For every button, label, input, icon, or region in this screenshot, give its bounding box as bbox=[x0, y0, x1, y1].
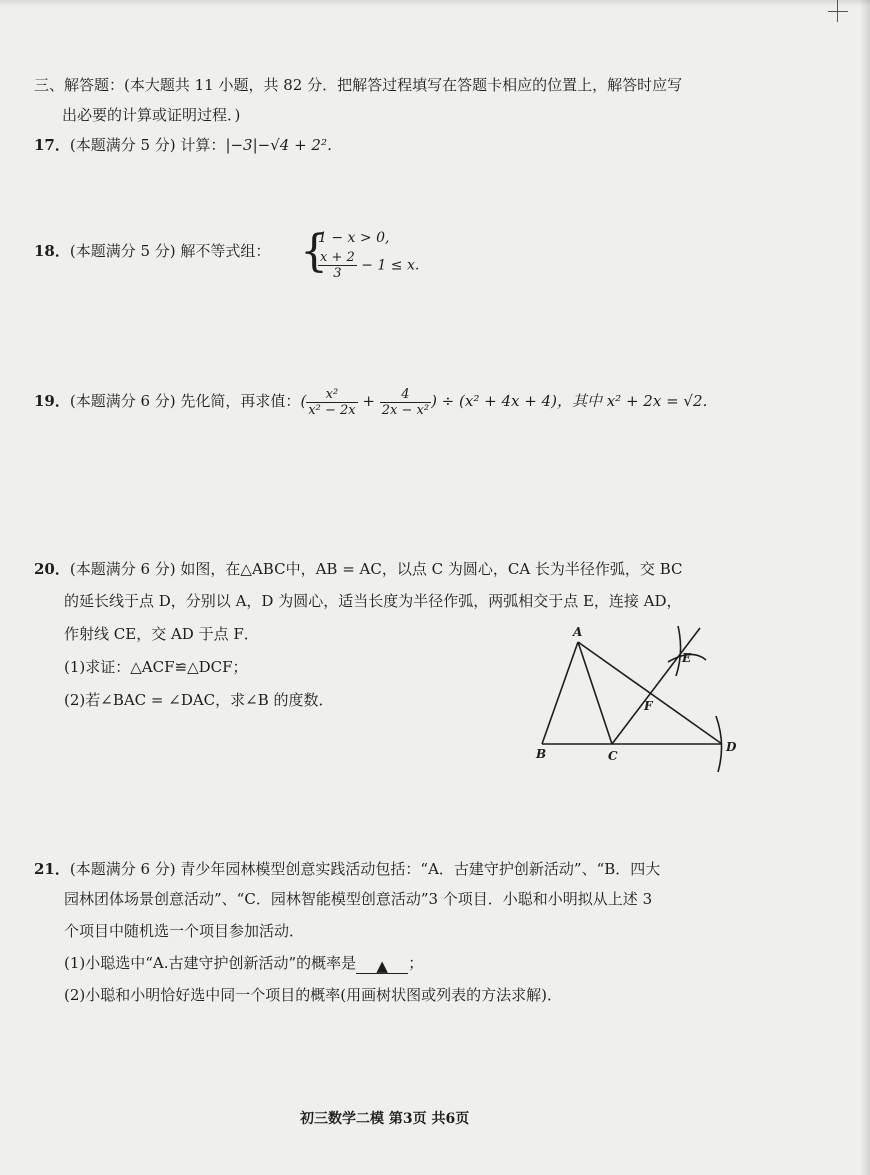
inequality-row-1: 1 − x > 0, bbox=[318, 230, 390, 246]
inequality-row-2: $\frac{x + 2}{3}$ − 1 ≤ x. bbox=[320, 250, 420, 281]
page-footer: 初三数学二模 第3页 共6页 bbox=[300, 1111, 470, 1127]
question-21-line2: 园林团体场景创意活动”、“C．园林智能模型创意活动”3 个项目．小聪和小明拟从上述 3 bbox=[64, 890, 653, 908]
question-20-part2: (2)若∠BAC = ∠DAC，求∠B 的度数． bbox=[64, 691, 334, 709]
question-21-line3: 个项目中随机选一个项目参加活动． bbox=[64, 922, 305, 940]
question-21-part2: (2)小聪和小明恰好选中同一个项目的概率(用画树状图或列表的方法求解)． bbox=[64, 986, 562, 1004]
segment-ab bbox=[542, 642, 578, 744]
label-d: D bbox=[726, 740, 737, 754]
question-19: 19．(本题满分 6 分) 先化简，再求值：( $\frac{\text{x²}}{\text{x² − 2x}}$ + $\frac{4}{\text{2x − x²}}$ ) ÷ (x² + 4x + 4)，其中 x² + 2x = √2． bbox=[34, 386, 718, 418]
inequality-system bbox=[300, 228, 420, 280]
section-title-line2: 出必要的计算或证明过程．) bbox=[62, 106, 241, 124]
label-a: A bbox=[573, 625, 583, 639]
math-expression: |−3|−√4 + 2²． bbox=[225, 136, 342, 154]
sheet-edge bbox=[0, 0, 870, 6]
label-f: F bbox=[644, 699, 653, 713]
label-c: C bbox=[608, 749, 618, 763]
question-21-line1: 21．(本题满分 6 分) 青少年园林模型创意实践活动包括：“A．古建守护创新活动”、“B．四大 bbox=[34, 860, 661, 878]
question-20-line3: 作射线 CE，交 AD 于点 F． bbox=[64, 625, 259, 643]
arc-e2 bbox=[676, 626, 681, 676]
question-18 bbox=[34, 240, 270, 262]
question-text: (本题满分 6 分) 先化简，再求值： bbox=[69, 392, 301, 410]
question-text: (本题满分 5 分) 计算： bbox=[69, 136, 226, 154]
crop-mark-icon bbox=[828, 0, 848, 22]
geometry-figure bbox=[520, 620, 750, 780]
fraction-2: $\frac{4}{\text{2x − x²}}$ bbox=[381, 386, 430, 418]
question-20-line2: 的延长线于点 D，分别以 A，D 为圆心，适当长度为半径作弧，两弧相交于点 E，连接 AD， bbox=[64, 592, 682, 610]
question-number: 18． bbox=[34, 242, 70, 260]
question-20-line1: 20．(本题满分 6 分) 如图，在△ABC中，AB = AC，以点 C 为圆心，CA 长为半径作弧，交 BC bbox=[34, 560, 683, 578]
math-expression: ) ÷ (x² + 4x + 4)，其中 x² + 2x = √2． bbox=[431, 392, 718, 410]
question-number: 21． bbox=[34, 860, 70, 878]
label-b: B bbox=[536, 747, 547, 761]
page-shadow bbox=[860, 0, 870, 1175]
fraction-1: $\frac{\text{x²}}{\text{x² − 2x}}$ bbox=[308, 386, 356, 418]
label-e: E bbox=[682, 651, 692, 665]
question-number: 17． bbox=[34, 136, 70, 154]
question-20-part1: (1)求证：△ACF≌△DCF； bbox=[64, 658, 248, 676]
question-number: 20． bbox=[34, 560, 70, 578]
ray-ce bbox=[612, 628, 700, 744]
answer-blank: ▲ bbox=[356, 955, 408, 974]
brace-icon: { bbox=[300, 226, 328, 277]
fraction: $\frac{x + 2}{3}$ bbox=[320, 250, 355, 281]
question-text: (本题满分 5 分) 解不等式组： bbox=[69, 242, 271, 260]
question-21-part1: (1)小聪选中“A.古建守护创新活动”的概率是 ▲ ； bbox=[64, 954, 424, 975]
section-title-line1: 三、解答题：(本大题共 11 小题，共 82 分．把解答过程填写在答题卡相应的位置上，解答时应写 bbox=[34, 76, 683, 94]
question-number: 19． bbox=[34, 392, 70, 410]
segment-ac bbox=[578, 642, 612, 744]
question-17 bbox=[34, 134, 342, 156]
